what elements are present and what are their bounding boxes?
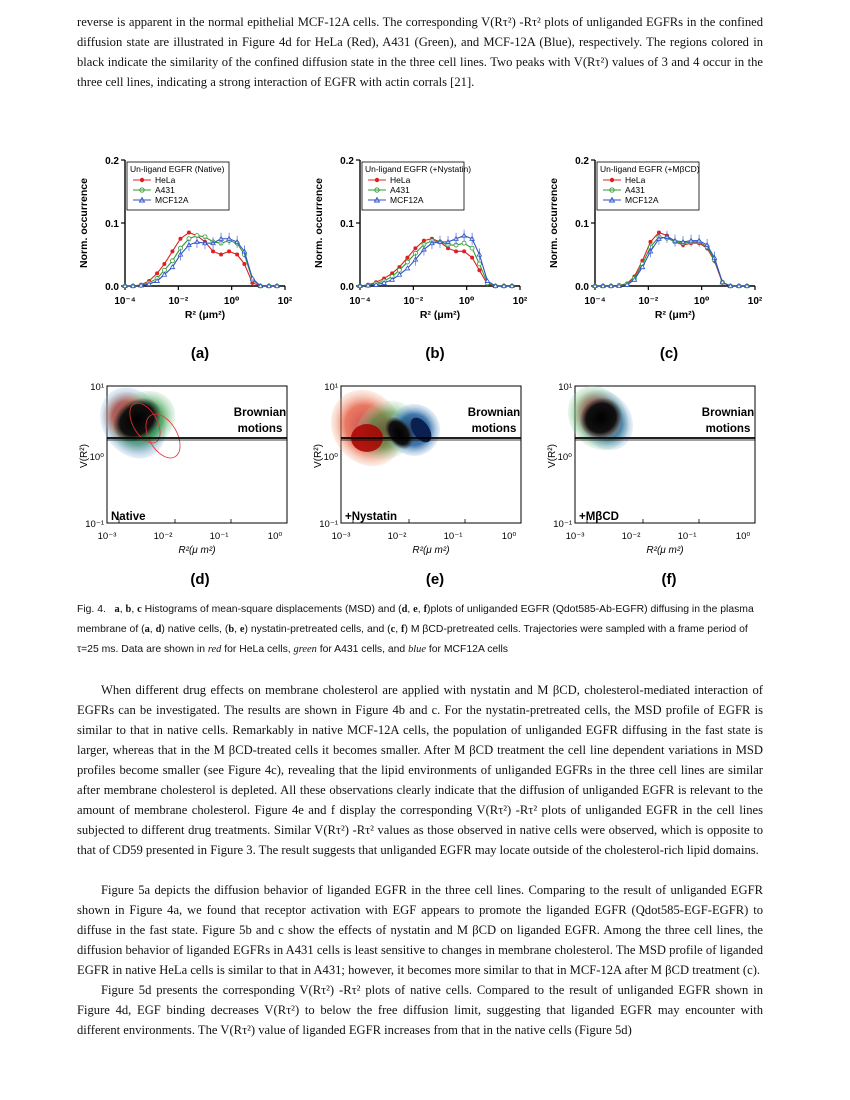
data-point [170,249,174,253]
y-tick-label: 0.0 [575,282,589,293]
contour-x-tick-label: 10⁻³ [97,531,117,542]
legend-label: HeLa [155,175,176,185]
data-point [413,246,417,250]
data-point [162,268,166,272]
body-paragraph-3: Figure 5d presents the corresponding V(Rτ²) -Rτ² plots of native cells. Compared to the result of unliganded EGFR shown in Figure 4d, EGF binding decreases V(Rτ²) to below the free diffusion limit, suggesting that liganded EGFR may encounter with different environments. The V(Rτ²) value of liganded EGFR increases from that in the native cells (Figure 5d) [77,983,763,1037]
caption-red: red [207,644,222,655]
data-point [462,249,466,253]
caption-ref-c: c [137,604,142,615]
x-tick-label: 10⁻⁴ [584,296,606,307]
contour-y-tick-label: 10⁻¹ [319,519,338,530]
contour-y-tick-label: 10¹ [90,382,104,393]
contour-y-tick-label: 10⁰ [323,452,338,463]
data-point [187,230,191,234]
data-point [405,260,409,264]
caption-ref-e2: e [239,624,245,635]
contour-x-tick-label: 10⁻² [387,531,407,542]
x-tick-label: 10⁻² [638,296,659,307]
contour-x-axis-label: R²(μ m²) [178,545,216,556]
caption-ref-f: f [423,604,428,615]
caption-fig-label: Fig. 4. [77,604,106,615]
legend-label: MCF12A [155,195,189,205]
top-paragraph: reverse is apparent in the normal epithelial MCF-12A cells. The corresponding V(Rτ²) -Rτ² plots of unliganded EGFRs in the confined diffusion state are illustrated in Figure 4d for HeLa (Red), A431 (Green), and MCF-12A (Blue), respectively. The regions colored in black indicate the similarity of the confined diffusion state in the three cell lines. Two peaks with V(Rτ²) values of 3 and 4 occur in the three cell lines, indicating a strong interaction of EGFR with actin corrals [21]. [77,15,763,89]
brownian-label-line1: Brownian [701,407,755,419]
legend-title: Un-ligand EGFR (+MβCD) [600,164,700,174]
brownian-label-line2: motions [237,423,283,435]
x-tick-label: 10² [512,296,528,307]
x-tick-label: 10⁻² [168,296,189,307]
figure-4 [75,148,775,598]
data-point [162,262,166,266]
x-tick-label: 10⁻⁴ [349,296,371,307]
contour-y-tick-label: 10¹ [558,382,572,393]
caption-ref-d: d [401,604,408,615]
contour-y-tick-label: 10⁰ [557,452,572,463]
caption-ref-b: b [125,604,132,615]
y-tick-label: 0.1 [105,219,119,230]
legend-title: Un-ligand EGFR (Native) [130,164,225,174]
x-tick-label: 10⁰ [223,296,240,307]
caption-text-3: ) native cells, ( [161,624,229,635]
caption-text-6: for HeLa cells, [221,644,294,655]
contour-condition-mbcd: +MβCD [579,511,619,523]
contour-y-tick-label: 10⁰ [89,452,104,463]
data-point [155,271,159,275]
x-tick-label: 10² [277,296,293,307]
legend-marker [375,178,379,182]
contour-y-tick-label: 10⁻¹ [85,519,104,530]
series-line [595,237,747,286]
contour-nystatin [316,376,521,523]
legend-label: MCF12A [390,195,424,205]
y-tick-label: 0.2 [105,156,119,167]
contour-y-tick-label: 10¹ [324,382,338,393]
legend-label: A431 [390,185,410,195]
data-point [219,253,223,257]
data-point [242,262,246,266]
caption-blue: blue [408,644,426,655]
contour-x-tick-label: 10⁻¹ [209,531,229,542]
panel-label-a: (a) [190,345,210,362]
panel-label-b: (b) [425,345,445,362]
contour-mbcd [556,374,755,523]
data-point [470,256,474,260]
series-line [595,237,747,286]
body-paragraph-2: Figure 5a depicts the diffusion behavior of liganded EGFR in the three cell lines. Comparing to the result of unliganded EGFR shown in Figure 4a, we found that receptor activation with EGF appears to promote the liganded EGFR (Qdot585-EGF-EGFR) to diffuse in the fast state. Figure 5b and c show the effects of nystatin and M βCD on liganded EGFR. Among the three cell lines, the diffusion behavior of liganded EGFRs in A431 cells is least sensitive to changes in membrane cholesterol. The MSD profile of liganded EGFR in native HeLa cells is similar to that in A431; however, it becomes more similar to that in MCF-12A after M βCD treatment (c). [77,883,763,977]
contour-x-tick-label: 10⁻¹ [677,531,697,542]
brownian-label-line2: motions [471,423,517,435]
caption-ref-f2: f [401,624,405,635]
y-tick-label: 0.0 [340,282,354,293]
data-point [227,249,231,253]
x-tick-label: 10⁻⁴ [114,296,136,307]
legend-label: HeLa [625,175,646,185]
legend-label: MCF12A [625,195,659,205]
caption-text-5: ) M βCD-pretreated cells. Trajectories were sampled with a frame period of τ=25 ms. Data are shown in [77,624,748,655]
legend-label: A431 [625,185,645,195]
caption-text-1: Histograms of mean-square displacements (MSD) and ( [144,604,402,615]
caption-text-8: for MCF12A cells [425,644,508,655]
x-tick-label: 10² [747,296,763,307]
histogram-mbcd [548,156,763,321]
contour-x-tick-label: 10⁻² [621,531,641,542]
caption-text-7: for A431 cells, and [316,644,409,655]
contour-x-tick-label: 10⁰ [267,531,283,542]
contour-y-tick-label: 10⁻¹ [553,519,572,530]
contour-x-tick-label: 10⁻³ [565,531,585,542]
legend-marker [610,178,614,182]
y-tick-label: 0.2 [340,156,354,167]
contour-x-axis-label: R²(μ m²) [646,545,684,556]
contour-x-tick-label: 10⁻² [153,531,173,542]
contour-y-axis-label: V(R²) [313,444,324,468]
data-point [648,240,652,244]
data-point [235,253,239,257]
x-axis-label: R² (μm²) [654,309,696,321]
y-axis-label: Norm. occurrence [548,178,560,268]
panel-label-c: (c) [659,345,679,362]
x-axis-label: R² (μm²) [419,309,461,321]
y-tick-label: 0.1 [575,219,589,230]
contour-x-axis-label: R²(μ m²) [412,545,450,556]
y-tick-label: 0.0 [105,282,119,293]
series-line [125,232,277,286]
caption-green: green [293,644,317,655]
x-tick-label: 10⁰ [458,296,475,307]
caption-ref-a2: a [144,624,150,635]
caption-ref-a: a [114,604,120,615]
contour-x-tick-label: 10⁰ [501,531,517,542]
legend-label: A431 [155,185,175,195]
data-point [170,259,174,263]
histogram-native [78,156,293,321]
x-tick-label: 10⁰ [693,296,710,307]
caption-text-2: )plots of unliganded EGFR (Qdot585-Ab-EGFR) diffusing in the plasma membrane of ( [77,604,754,635]
contour-y-axis-label: V(R²) [547,444,558,468]
data-point [477,268,481,272]
data-point [462,241,466,245]
y-axis-label: Norm. occurrence [313,178,325,268]
contour-condition-nystatin: +Nystatin [345,511,398,523]
brownian-label-line1: Brownian [467,407,521,419]
legend-label: HeLa [390,175,411,185]
contour-native [87,375,287,523]
data-point [405,256,409,260]
caption-ref-d2: d [155,624,162,635]
body-paragraph-1: When different drug effects on membrane cholesterol are applied with nystatin and M βCD, cholesterol-mediated interaction of EGFRs can be investigated. The results are shown in Figure 4b and c. For the nystatin-pretreated cells, the MSD profile of EGFR is similar to that in native cells. Remarkably in native MCF-12A cells, the population of unliganded EGFR diffusing in the fast state is larger, whereas that in the M βCD-treated cells it becomes smaller. After M βCD treatment the cell line dependent variations in MSD profiles become smaller (see Figure 4c), revealing that the lipid environments of unliganded EGFRs in the three cell lines are similar after membrane cholesterol is depleted. All these observations clearly indicate that the diffusion of unliganded EGFR is relevant to the amount of membrane cholesterol. Figure 4e and f display the corresponding V(Rτ²) -Rτ² plots of unliganded EGFR in the cell lines subjected to different drug treatments. Similar V(Rτ²) -Rτ² values as those observed in native cells were observed, which is opposite to that of CD59 presented in Figure 3. The result suggests that unliganded EGFR may locate outside of the cholesterol-rich lipid domains. [77,683,763,857]
contour-x-tick-label: 10⁻³ [331,531,351,542]
histogram-nystatin [313,156,528,321]
x-axis-label: R² (μm²) [184,309,226,321]
contour-x-tick-label: 10⁻¹ [443,531,463,542]
contour-condition-native: Native [111,511,146,523]
caption-ref-e: e [413,604,418,615]
data-point [470,246,474,250]
legend-title: Un-ligand EGFR (+Nystatin) [365,164,472,174]
data-point [454,249,458,253]
brownian-label-line2: motions [705,423,751,435]
panel-label-f: (f) [661,571,677,588]
contour-y-axis-label: V(R²) [79,444,90,468]
figure-caption: Fig. 4. a, b, c Histograms of mean-square displacements (MSD) and (d, e, f)plots of unliganded EGFR (Qdot585-Ab-EGFR) diffusing in the plasma membrane of (a, d) native cells, (b, e) nystatin-pretreated cells, and (c, f) M βCD-pretreated cells. Trajectories were sampled with a frame period of τ=25 ms. Data are shown in red for HeLa cells, green for A431 cells, and blue for MCF12A cells [77,604,754,655]
caption-text-4: ) nystatin-pretreated cells, and ( [244,624,391,635]
data-point [178,237,182,241]
caption-ref-c2: c [390,624,396,635]
data-point [477,262,481,266]
y-tick-label: 0.2 [575,156,589,167]
data-point [397,268,401,272]
y-axis-label: Norm. occurrence [78,178,90,268]
legend-marker [140,178,144,182]
x-tick-label: 10⁻² [403,296,424,307]
y-tick-label: 0.1 [340,219,354,230]
data-point [211,249,215,253]
contour-x-tick-label: 10⁰ [735,531,751,542]
brownian-label-line1: Brownian [233,407,287,419]
panel-label-d: (d) [190,571,210,588]
data-point [250,276,254,280]
caption-ref-b2: b [228,624,235,635]
panel-label-e: (e) [425,571,445,588]
